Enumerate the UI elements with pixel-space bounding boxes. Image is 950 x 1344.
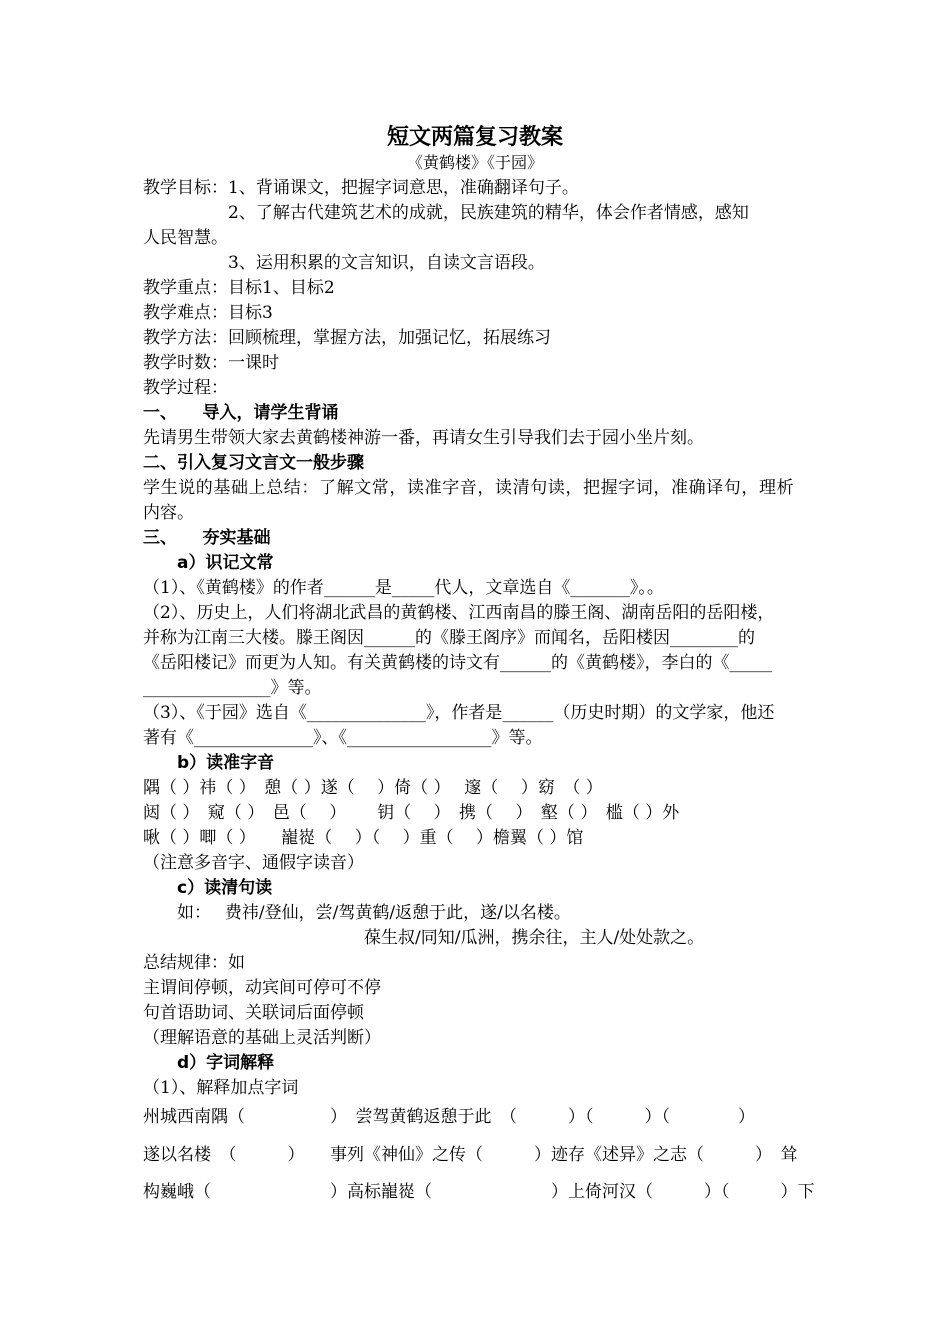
text-line: 著有《______________》、《_________________》等。 <box>143 728 543 748</box>
text-line: 啾（ ）唧（ ） 巃嵸（ ）（ ）重（ ）檐翼（ ）馆 <box>143 828 584 848</box>
text-line: 并称为江南三大楼。滕王阁因______的《滕王阁序》而闻名，岳阳楼因________的 <box>143 628 755 648</box>
subsection-heading: c）读清句读 <box>143 878 273 898</box>
page-title: 短文两篇复习教案 <box>386 124 563 150</box>
subsection-heading: d）字词解释 <box>143 1053 275 1073</box>
text-line: 3、运用积累的文言知识，自读文言语段。 <box>143 253 545 273</box>
text-line: 教学过程： <box>143 378 228 398</box>
text-line: 闼（ ） 窥（ ） 邑（ ） 钥（ ） 携（ ） 壑（ ） 槛（ ）外 <box>143 803 680 823</box>
text-line: （理解语意的基础上灵活判断） <box>143 1028 381 1048</box>
text-line: 内容。 <box>143 503 194 523</box>
text-line: 遂以名楼 （ ） 事列《神仙》之传（ ）迹存《述异》之志（ ） 耸 <box>143 1145 798 1165</box>
text-line: 教学难点：目标3 <box>143 303 273 323</box>
text-line: （3）、《于园》选自《______________》，作者是______（历史时期）的文学家，他还 <box>143 703 775 723</box>
text-line: （1）、《黄鹤楼》的作者______是_____代人，文章选自《_______》。。 <box>143 578 664 598</box>
text-line: 构巍峨（ ）高标巃嵸（ ）上倚河汉（ ）（ ）下 <box>143 1182 815 1202</box>
text-line: 教学时数：一课时 <box>143 353 279 373</box>
text-line: 学生说的基础上总结：了解文常，读准字音，读清句读，把握字词，准确译句，理析 <box>143 478 795 498</box>
text-line: _______________》等。 <box>143 678 322 698</box>
text-line: 《岳阳楼记》而更为人知。有关黄鹤楼的诗文有______的《黄鹤楼》，李白的《_____ <box>143 653 772 673</box>
subsection-heading: b）读准字音 <box>143 753 275 773</box>
text-line: 州城西南隅（ ） 尝驾黄鹤返憩于此 （ ）（ ）（ ） <box>143 1107 755 1127</box>
subsection-heading: a）识记文常 <box>143 553 274 573</box>
text-line: 如： 费祎/登仙，尝/驾黄鹤/返憩于此，遂/以名楼。 <box>143 903 571 923</box>
text-line: 教学方法：回顾梳理，掌握方法，加强记忆，拓展练习 <box>143 328 551 348</box>
text-line: 先请男生带领大家去黄鹤楼神游一番，再请女生引导我们去于园小坐片刻。 <box>143 428 704 448</box>
text-line: （1）、解释加点字词 <box>143 1078 299 1098</box>
text-line: （2）、历史上，人们将湖北武昌的黄鹤楼、江西南昌的滕王阁、湖南岳阳的岳阳楼， <box>143 603 775 623</box>
text-line: 2、了解古代建筑艺术的成就，民族建筑的精华，体会作者情感，感知 <box>143 203 749 223</box>
text-line: 葆生叔/同知/瓜洲，携余往，主人/处处款之。 <box>143 928 705 948</box>
text-line: 人民智慧。 <box>143 228 228 248</box>
text-line: （注意多音字、通假字读音） <box>143 853 364 873</box>
text-line: 隅（ ）祎（ ） 憩（ ）遂（ ）倚（ ） 邃（ ）窈 （ ） <box>143 778 603 798</box>
page-subtitle: 《黄鹤楼》《于园》 <box>406 153 543 172</box>
text-line: 总结规律：如 <box>143 953 245 973</box>
section-heading: 二、引入复习文言文一般步骤 <box>143 453 364 473</box>
text-line: 教学重点：目标1、目标2 <box>143 278 335 298</box>
section-heading: 三、 夯实基础 <box>143 528 271 548</box>
section-heading: 一、 导入，请学生背诵 <box>143 403 339 423</box>
text-line: 句首语助词、关联词后面停顿 <box>143 1003 364 1023</box>
text-line: 主谓间停顿，动宾间可停可不停 <box>143 978 381 998</box>
text-line: 教学目标：1、背诵课文，把握字词意思，准确翻译句子。 <box>143 178 579 198</box>
